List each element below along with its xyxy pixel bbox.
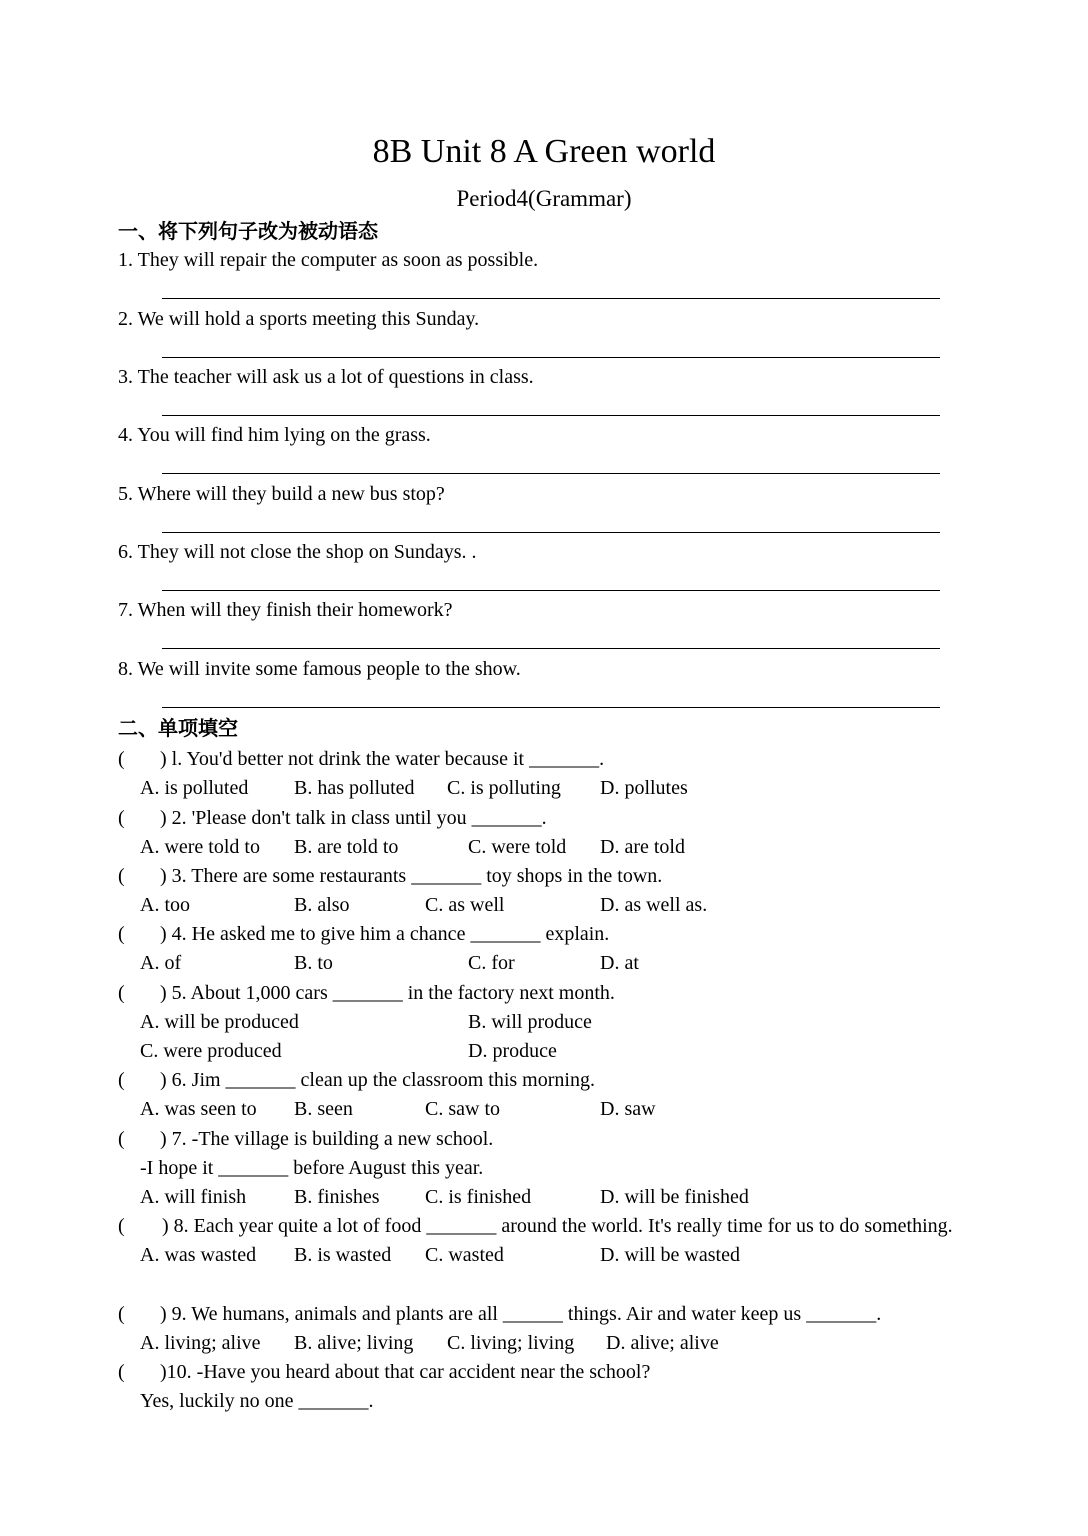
mc-question-5 bbox=[118, 979, 968, 1066]
answer-blank-1[interactable]: ( bbox=[118, 748, 125, 770]
question-stem: ) 4. He asked me to give him a chance _______ explain. bbox=[160, 923, 610, 945]
question-stem-line-2: Yes, luckily no one _______. bbox=[140, 1390, 374, 1412]
rewrite-question-1: 1. They will repair the computer as soon as possible. bbox=[118, 249, 539, 271]
mc-question-4 bbox=[118, 920, 968, 978]
rewrite-question-2: 2. We will hold a sports meeting this Sunday. bbox=[118, 308, 480, 330]
option-c: C. for bbox=[468, 952, 515, 974]
option-d: D. saw bbox=[600, 1098, 656, 1120]
mc-question-1 bbox=[118, 745, 968, 803]
question-stem: ) 8. Each year quite a lot of food _______ around the world. It's really time for us to do something. bbox=[162, 1215, 953, 1237]
question-stem: ) l. You'd better not drink the water because it _______. bbox=[160, 748, 605, 770]
option-b: B. are told to bbox=[294, 836, 399, 858]
rewrite-question-7: 7. When will they finish their homework? bbox=[118, 599, 453, 621]
question-stem: ) 2. 'Please don't talk in class until you _______. bbox=[160, 807, 547, 829]
option-a: A. is polluted bbox=[140, 777, 249, 799]
option-d: D. will be wasted bbox=[600, 1244, 740, 1266]
page-title: 8B Unit 8 A Green world bbox=[372, 133, 716, 170]
option-b: B. is wasted bbox=[294, 1244, 392, 1266]
option-d: D. alive; alive bbox=[606, 1332, 719, 1354]
mc-question-7 bbox=[118, 1125, 968, 1212]
answer-blank-5[interactable]: ( bbox=[118, 982, 125, 1004]
rewrite-question-4: 4. You will find him lying on the grass. bbox=[118, 424, 431, 446]
option-a: A. living; alive bbox=[140, 1332, 261, 1354]
option-d: D. at bbox=[600, 952, 639, 974]
option-c: C. living; living bbox=[447, 1332, 575, 1354]
question-stem: ) 6. Jim _______ clean up the classroom this morning. bbox=[160, 1069, 595, 1091]
rewrite-question-8: 8. We will invite some famous people to the show. bbox=[118, 658, 521, 680]
question-stem: )10. -Have you heard about that car accident near the school? bbox=[160, 1361, 651, 1383]
answer-blank-8[interactable]: ( bbox=[118, 1215, 125, 1237]
option-d: D. pollutes bbox=[600, 777, 688, 799]
question-stem: ) 5. About 1,000 cars _______ in the factory next month. bbox=[160, 982, 615, 1004]
option-c: C. wasted bbox=[425, 1244, 504, 1266]
option-a: A. will finish bbox=[140, 1186, 247, 1208]
option-c: C. as well bbox=[425, 894, 505, 916]
answer-blank-3[interactable]: ( bbox=[118, 865, 125, 887]
answer-blank-10[interactable]: ( bbox=[118, 1361, 125, 1383]
option-a: A. of bbox=[140, 952, 182, 974]
option-b: B. finishes bbox=[294, 1186, 380, 1208]
answer-line-2[interactable] bbox=[162, 357, 940, 358]
page-subtitle: Period4(Grammar) bbox=[456, 186, 632, 211]
option-a: A. will be produced bbox=[140, 1011, 299, 1033]
answer-line-1[interactable] bbox=[162, 298, 940, 299]
answer-line-8[interactable] bbox=[162, 707, 940, 708]
option-c: C. is finished bbox=[425, 1186, 532, 1208]
question-stem: ) 3. There are some restaurants _______ toy shops in the town. bbox=[160, 865, 663, 887]
mc-question-3 bbox=[118, 862, 968, 920]
question-stem: ) 7. -The village is building a new school. bbox=[160, 1128, 494, 1150]
option-c: C. is polluting bbox=[447, 777, 561, 799]
answer-blank-6[interactable]: ( bbox=[118, 1069, 125, 1091]
answer-line-3[interactable] bbox=[162, 415, 940, 416]
option-a: A. too bbox=[140, 894, 190, 916]
rewrite-question-5: 5. Where will they build a new bus stop? bbox=[118, 483, 445, 505]
mc-question-6 bbox=[118, 1066, 968, 1124]
mc-question-2 bbox=[118, 804, 968, 862]
rewrite-question-6: 6. They will not close the shop on Sundays. . bbox=[118, 541, 477, 563]
answer-blank-9[interactable]: ( bbox=[118, 1303, 125, 1325]
answer-line-4[interactable] bbox=[162, 473, 940, 474]
option-a: A. was seen to bbox=[140, 1098, 257, 1120]
option-c: C. were produced bbox=[140, 1040, 282, 1062]
option-b: B. to bbox=[294, 952, 333, 974]
option-b: B. will produce bbox=[468, 1011, 592, 1033]
option-b: B. has polluted bbox=[294, 777, 415, 799]
option-a: A. was wasted bbox=[140, 1244, 257, 1266]
rewrite-question-3: 3. The teacher will ask us a lot of questions in class. bbox=[118, 366, 534, 388]
mc-question-8 bbox=[118, 1212, 968, 1270]
section1-heading: 一、将下列句子改为被动语态 bbox=[118, 219, 378, 243]
answer-blank-2[interactable]: ( bbox=[118, 807, 125, 829]
option-d: D. are told bbox=[600, 836, 685, 858]
answer-line-7[interactable] bbox=[162, 648, 940, 649]
option-c: C. saw to bbox=[425, 1098, 500, 1120]
option-b: B. also bbox=[294, 894, 350, 916]
answer-line-5[interactable] bbox=[162, 532, 940, 533]
section2-heading: 二、单项填空 bbox=[118, 716, 238, 740]
option-d: D. produce bbox=[468, 1040, 557, 1062]
option-a: A. were told to bbox=[140, 836, 260, 858]
option-d: D. as well as. bbox=[600, 894, 708, 916]
mc-question-10 bbox=[118, 1358, 968, 1416]
answer-blank-7[interactable]: ( bbox=[118, 1128, 125, 1150]
question-stem-line-2: -I hope it _______ before August this year. bbox=[140, 1157, 484, 1179]
option-b: B. alive; living bbox=[294, 1332, 414, 1354]
question-stem: ) 9. We humans, animals and plants are all ______ things. Air and water keep us _______. bbox=[160, 1303, 882, 1325]
option-c: C. were told bbox=[468, 836, 567, 858]
answer-line-6[interactable] bbox=[162, 590, 940, 591]
answer-blank-4[interactable]: ( bbox=[118, 923, 125, 945]
option-d: D. will be finished bbox=[600, 1186, 749, 1208]
mc-question-9 bbox=[118, 1300, 968, 1358]
option-b: B. seen bbox=[294, 1098, 353, 1120]
